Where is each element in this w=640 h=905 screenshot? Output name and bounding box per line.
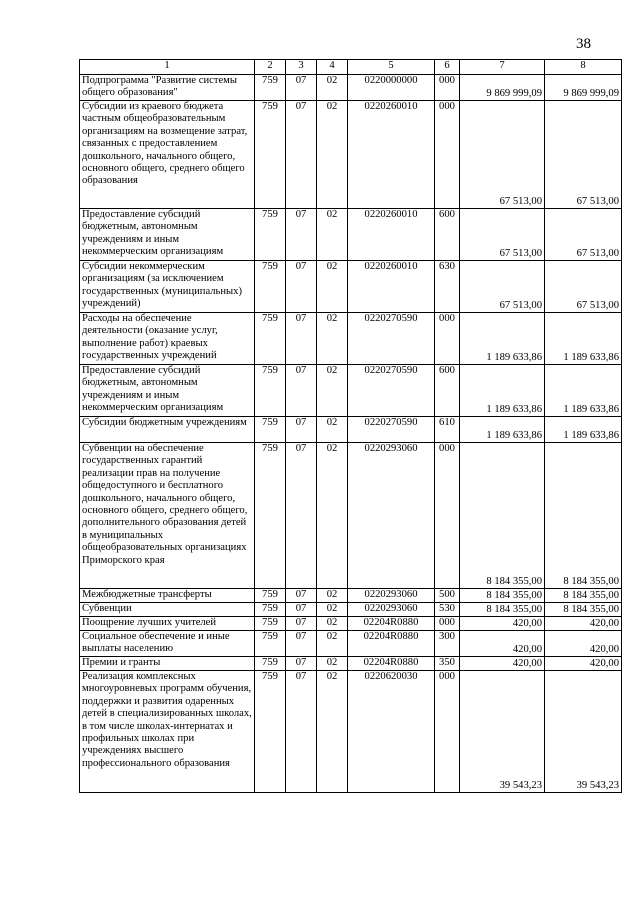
header-col-1: 1 — [80, 60, 255, 75]
row-amount-1-cell: 1 189 633,86 — [460, 365, 545, 417]
row-target-article-cell: 0220260010 — [348, 209, 435, 261]
header-col-7: 7 — [460, 60, 545, 75]
row-target-article-cell: 0220270590 — [348, 365, 435, 417]
row-expense-type-cell: 600 — [435, 365, 460, 417]
row-amount-2-cell: 420,00 — [545, 657, 622, 671]
row-amount-1-cell: 67 513,00 — [460, 101, 545, 209]
row-amount-1-cell: 9 869 999,09 — [460, 75, 545, 101]
table-row — [80, 417, 622, 443]
row-grbs-cell: 759 — [255, 365, 286, 417]
row-name-cell: Поощрение лучших учителей — [80, 617, 255, 631]
row-section-cell: 07 — [286, 443, 317, 589]
table-row — [80, 617, 622, 631]
row-amount-2-cell: 8 184 355,00 — [545, 603, 622, 617]
row-amount-1-cell: 67 513,00 — [460, 209, 545, 261]
header-col-6: 6 — [435, 60, 460, 75]
row-amount-2-cell: 67 513,00 — [545, 261, 622, 313]
row-subsection-cell: 02 — [317, 631, 348, 657]
row-amount-2-cell: 420,00 — [545, 617, 622, 631]
table-row — [80, 313, 622, 365]
row-grbs-cell: 759 — [255, 417, 286, 443]
row-target-article-cell: 02204R0880 — [348, 617, 435, 631]
row-amount-1-cell: 1 189 633,86 — [460, 417, 545, 443]
row-section-cell: 07 — [286, 589, 317, 603]
header-col-4: 4 — [317, 60, 348, 75]
row-target-article-cell: 0220620030 — [348, 671, 435, 793]
row-subsection-cell: 02 — [317, 589, 348, 603]
row-name-cell: Расходы на обеспечение деятельности (оказание услуг, выполнение работ) краевых государственных учреждений — [80, 313, 255, 365]
row-expense-type-cell: 000 — [435, 101, 460, 209]
table-row — [80, 101, 622, 209]
row-section-cell: 07 — [286, 617, 317, 631]
row-amount-2-cell: 8 184 355,00 — [545, 443, 622, 589]
header-col-3: 3 — [286, 60, 317, 75]
row-grbs-cell: 759 — [255, 657, 286, 671]
row-section-cell: 07 — [286, 603, 317, 617]
row-grbs-cell: 759 — [255, 75, 286, 101]
row-section-cell: 07 — [286, 657, 317, 671]
header-col-2: 2 — [255, 60, 286, 75]
row-grbs-cell: 759 — [255, 313, 286, 365]
row-name-cell: Субвенции на обеспечение государственных гарантий реализации прав на получение общедоступного и бесплатного дошкольного, начального общего, основного общего, среднего общего, дополнительного образования детей в муниципальных общеобразовательных организациях Приморского края — [80, 443, 255, 589]
row-target-article-cell: 0220270590 — [348, 417, 435, 443]
row-expense-type-cell: 530 — [435, 603, 460, 617]
table-row — [80, 75, 622, 101]
row-name-cell: Субсидии некоммерческим организациям (за исключением государственных (муниципальных) учреждений) — [80, 261, 255, 313]
row-target-article-cell: 02204R0880 — [348, 631, 435, 657]
row-amount-1-cell: 8 184 355,00 — [460, 443, 545, 589]
table-row — [80, 261, 622, 313]
row-target-article-cell: 0220260010 — [348, 261, 435, 313]
row-amount-1-cell: 39 543,23 — [460, 671, 545, 793]
row-subsection-cell: 02 — [317, 101, 348, 209]
header-row — [80, 60, 622, 75]
row-grbs-cell: 759 — [255, 209, 286, 261]
row-subsection-cell: 02 — [317, 443, 348, 589]
row-name-cell: Премии и гранты — [80, 657, 255, 671]
row-amount-1-cell: 420,00 — [460, 617, 545, 631]
row-target-article-cell: 0220293060 — [348, 603, 435, 617]
row-expense-type-cell: 630 — [435, 261, 460, 313]
row-name-cell: Предоставление субсидий бюджетным, автономным учреждениям и иным некоммерческим организациям — [80, 209, 255, 261]
row-expense-type-cell: 300 — [435, 631, 460, 657]
row-section-cell: 07 — [286, 671, 317, 793]
row-name-cell: Предоставление субсидий бюджетным, автономным учреждениям и иным некоммерческим организациям — [80, 365, 255, 417]
row-expense-type-cell: 000 — [435, 617, 460, 631]
row-target-article-cell: 0220000000 — [348, 75, 435, 101]
table-row — [80, 365, 622, 417]
row-target-article-cell: 0220270590 — [348, 313, 435, 365]
row-amount-2-cell: 67 513,00 — [545, 209, 622, 261]
row-amount-1-cell: 420,00 — [460, 631, 545, 657]
row-target-article-cell: 0220293060 — [348, 443, 435, 589]
row-expense-type-cell: 000 — [435, 671, 460, 793]
row-amount-2-cell: 1 189 633,86 — [545, 365, 622, 417]
budget-table — [79, 59, 622, 793]
row-section-cell: 07 — [286, 417, 317, 443]
row-subsection-cell: 02 — [317, 603, 348, 617]
row-expense-type-cell: 500 — [435, 589, 460, 603]
row-section-cell: 07 — [286, 631, 317, 657]
row-expense-type-cell: 350 — [435, 657, 460, 671]
row-subsection-cell: 02 — [317, 313, 348, 365]
row-section-cell: 07 — [286, 261, 317, 313]
row-grbs-cell: 759 — [255, 603, 286, 617]
row-name-cell: Субвенции — [80, 603, 255, 617]
row-name-cell: Субсидии из краевого бюджета частным общеобразовательным организациям на возмещение затрат, связанных с предоставлением дошкольного, начального общего, основного общего, среднего общего образования — [80, 101, 255, 209]
row-subsection-cell: 02 — [317, 671, 348, 793]
row-section-cell: 07 — [286, 313, 317, 365]
row-amount-2-cell: 39 543,23 — [545, 671, 622, 793]
row-expense-type-cell: 600 — [435, 209, 460, 261]
table-row — [80, 589, 622, 603]
row-subsection-cell: 02 — [317, 261, 348, 313]
row-name-cell: Реализация комплексных многоуровневых программ обучения, поддержки и развития одаренных детей в специализированных школах, в том числе школах-интернатах и профильных школах при учреждениях высшего профессионального образования — [80, 671, 255, 793]
page-number: 38 — [576, 36, 591, 52]
row-subsection-cell: 02 — [317, 417, 348, 443]
row-target-article-cell: 0220260010 — [348, 101, 435, 209]
row-name-cell: Подпрограмма "Развитие системы общего образования" — [80, 75, 255, 101]
row-section-cell: 07 — [286, 75, 317, 101]
row-section-cell: 07 — [286, 365, 317, 417]
table-row — [80, 443, 622, 589]
row-grbs-cell: 759 — [255, 101, 286, 209]
row-name-cell: Социальное обеспечение и иные выплаты населению — [80, 631, 255, 657]
budget-table-body — [80, 60, 622, 793]
row-name-cell: Межбюджетные трансферты — [80, 589, 255, 603]
row-expense-type-cell: 000 — [435, 443, 460, 589]
table-row — [80, 657, 622, 671]
header-col-5: 5 — [348, 60, 435, 75]
row-grbs-cell: 759 — [255, 261, 286, 313]
row-expense-type-cell: 000 — [435, 75, 460, 101]
row-grbs-cell: 759 — [255, 631, 286, 657]
row-expense-type-cell: 000 — [435, 313, 460, 365]
row-amount-2-cell: 1 189 633,86 — [545, 417, 622, 443]
header-col-8: 8 — [545, 60, 622, 75]
row-amount-1-cell: 420,00 — [460, 657, 545, 671]
row-subsection-cell: 02 — [317, 365, 348, 417]
row-grbs-cell: 759 — [255, 589, 286, 603]
row-amount-2-cell: 67 513,00 — [545, 101, 622, 209]
row-subsection-cell: 02 — [317, 657, 348, 671]
row-target-article-cell: 0220293060 — [348, 589, 435, 603]
table-row — [80, 603, 622, 617]
row-amount-2-cell: 420,00 — [545, 631, 622, 657]
row-amount-2-cell: 9 869 999,09 — [545, 75, 622, 101]
row-amount-1-cell: 1 189 633,86 — [460, 313, 545, 365]
row-section-cell: 07 — [286, 101, 317, 209]
row-expense-type-cell: 610 — [435, 417, 460, 443]
row-subsection-cell: 02 — [317, 75, 348, 101]
row-amount-1-cell: 67 513,00 — [460, 261, 545, 313]
row-section-cell: 07 — [286, 209, 317, 261]
row-amount-1-cell: 8 184 355,00 — [460, 603, 545, 617]
row-subsection-cell: 02 — [317, 617, 348, 631]
row-grbs-cell: 759 — [255, 671, 286, 793]
row-grbs-cell: 759 — [255, 617, 286, 631]
table-row — [80, 671, 622, 793]
row-subsection-cell: 02 — [317, 209, 348, 261]
table-row — [80, 209, 622, 261]
row-grbs-cell: 759 — [255, 443, 286, 589]
row-amount-1-cell: 8 184 355,00 — [460, 589, 545, 603]
row-target-article-cell: 02204R0880 — [348, 657, 435, 671]
table-row — [80, 631, 622, 657]
row-amount-2-cell: 1 189 633,86 — [545, 313, 622, 365]
row-amount-2-cell: 8 184 355,00 — [545, 589, 622, 603]
row-name-cell: Субсидии бюджетным учреждениям — [80, 417, 255, 443]
